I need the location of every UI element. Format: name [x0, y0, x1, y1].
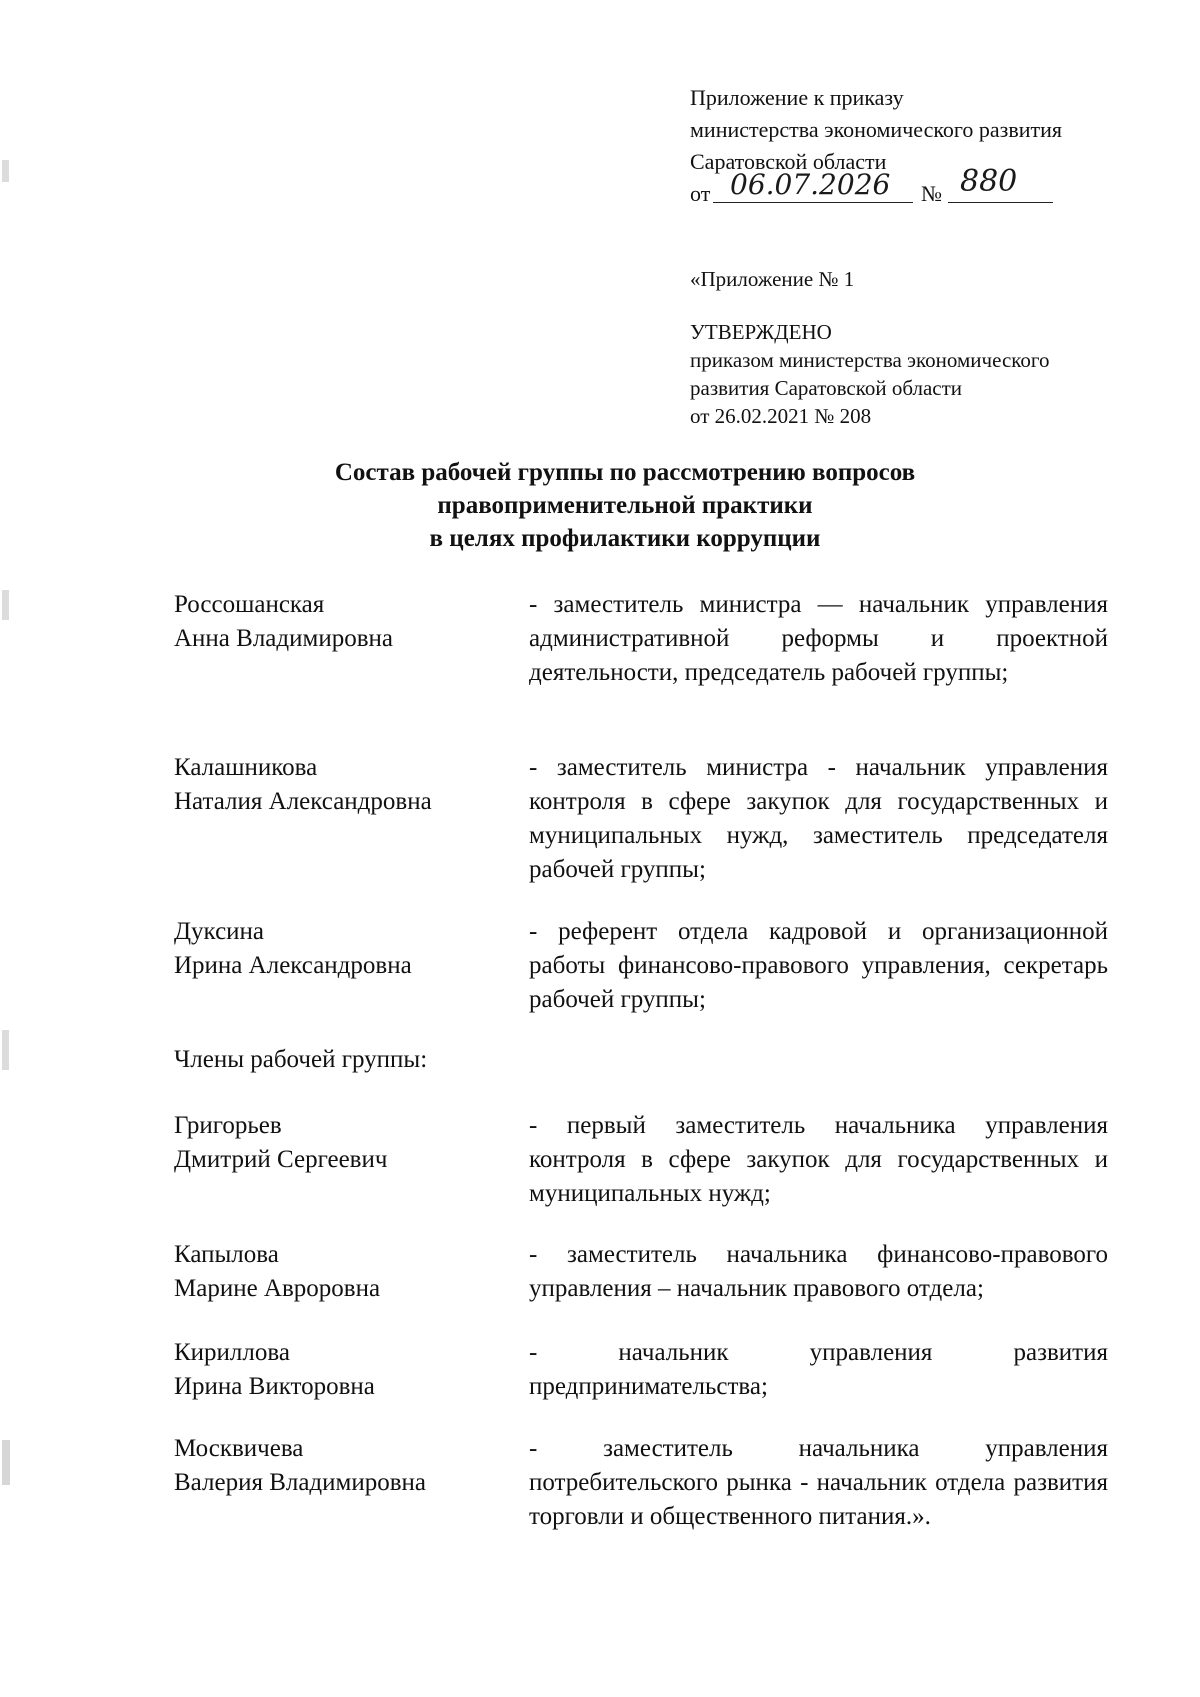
appendix-label: «Приложение № 1	[690, 267, 855, 291]
title-line-2: правоприменительной практики	[437, 492, 813, 519]
document-title	[270, 456, 980, 555]
appendix-header-line-3: Саратовской области	[690, 149, 887, 174]
member-surname: Россошанская	[174, 591, 325, 618]
date-prefix: от	[690, 181, 711, 206]
number-underline	[948, 202, 1053, 203]
number-prefix: №	[921, 181, 942, 206]
member-role: - заместитель начальника управления потребительского рынка - начальник отдела развития торговли и общественного питания.».	[529, 1435, 1108, 1530]
member-role: - заместитель министра — начальник управления административной реформы и проектной деятельности, председатель рабочей группы;	[529, 591, 1108, 686]
member-surname: Капылова	[174, 1241, 279, 1268]
scan-artifact	[2, 160, 9, 182]
approval-line-3: от 26.02.2021 № 208	[690, 404, 872, 428]
member-surname: Григорьев	[174, 1112, 282, 1139]
member-surname: Калашникова	[174, 754, 318, 781]
approval-line-1: приказом министерства экономического	[690, 348, 1050, 372]
handwritten-number: 880	[960, 164, 1018, 199]
members-label: Члены рабочей группы:	[174, 1046, 428, 1073]
member-given-names: Валерия Владимировна	[174, 1469, 427, 1496]
member-given-names: Анна Владимировна	[174, 625, 393, 652]
member-given-names: Дмитрий Сергеевич	[174, 1146, 388, 1173]
date-underline	[713, 202, 913, 203]
member-given-names: Наталия Александровна	[174, 788, 432, 815]
member-name	[174, 1336, 375, 1404]
member-role: - начальник управления развития предпринимательства;	[529, 1339, 1108, 1400]
member-name	[174, 751, 432, 819]
scan-artifact	[2, 1030, 9, 1070]
scan-artifact	[2, 590, 9, 620]
member-name	[174, 1432, 426, 1500]
handwritten-date: 06.07.2026	[730, 168, 891, 201]
appendix-header-line-2: министерства экономического развития	[690, 117, 1063, 142]
title-line-1: Состав рабочей группы по рассмотрению вопросов	[334, 459, 916, 486]
title-line-3: в целях профилактики коррупции	[429, 525, 821, 552]
member-given-names: Ирина Викторовна	[174, 1373, 375, 1400]
member-name	[174, 588, 393, 656]
member-role: - первый заместитель начальника управления контроля в сфере закупок для государственных и муниципальных нужд;	[529, 1112, 1108, 1207]
member-surname: Дуксина	[174, 918, 265, 945]
member-name	[174, 915, 412, 983]
member-name	[174, 1109, 387, 1177]
member-role: - заместитель министра - начальник управления контроля в сфере закупок для государственных и муниципальных нужд, заместитель председателя рабочей группы;	[529, 754, 1108, 883]
approval-line-2: развития Саратовской области	[690, 376, 963, 400]
member-given-names: Марине Авроровна	[174, 1275, 381, 1302]
approved-heading: УТВЕРЖДЕНО	[690, 320, 832, 344]
member-given-names: Ирина Александровна	[174, 952, 412, 979]
scan-artifact	[2, 1440, 10, 1485]
member-surname: Кириллова	[174, 1339, 290, 1366]
appendix-header-line-1: Приложение к приказу	[690, 85, 904, 110]
member-role: - заместитель начальника финансово-правового управления – начальник правового отдела;	[529, 1241, 1108, 1302]
member-role: - референт отдела кадровой и организационной работы финансово-правового управления, секретарь рабочей группы;	[529, 918, 1108, 1013]
member-name	[174, 1238, 380, 1306]
member-surname: Москвичева	[174, 1435, 304, 1462]
